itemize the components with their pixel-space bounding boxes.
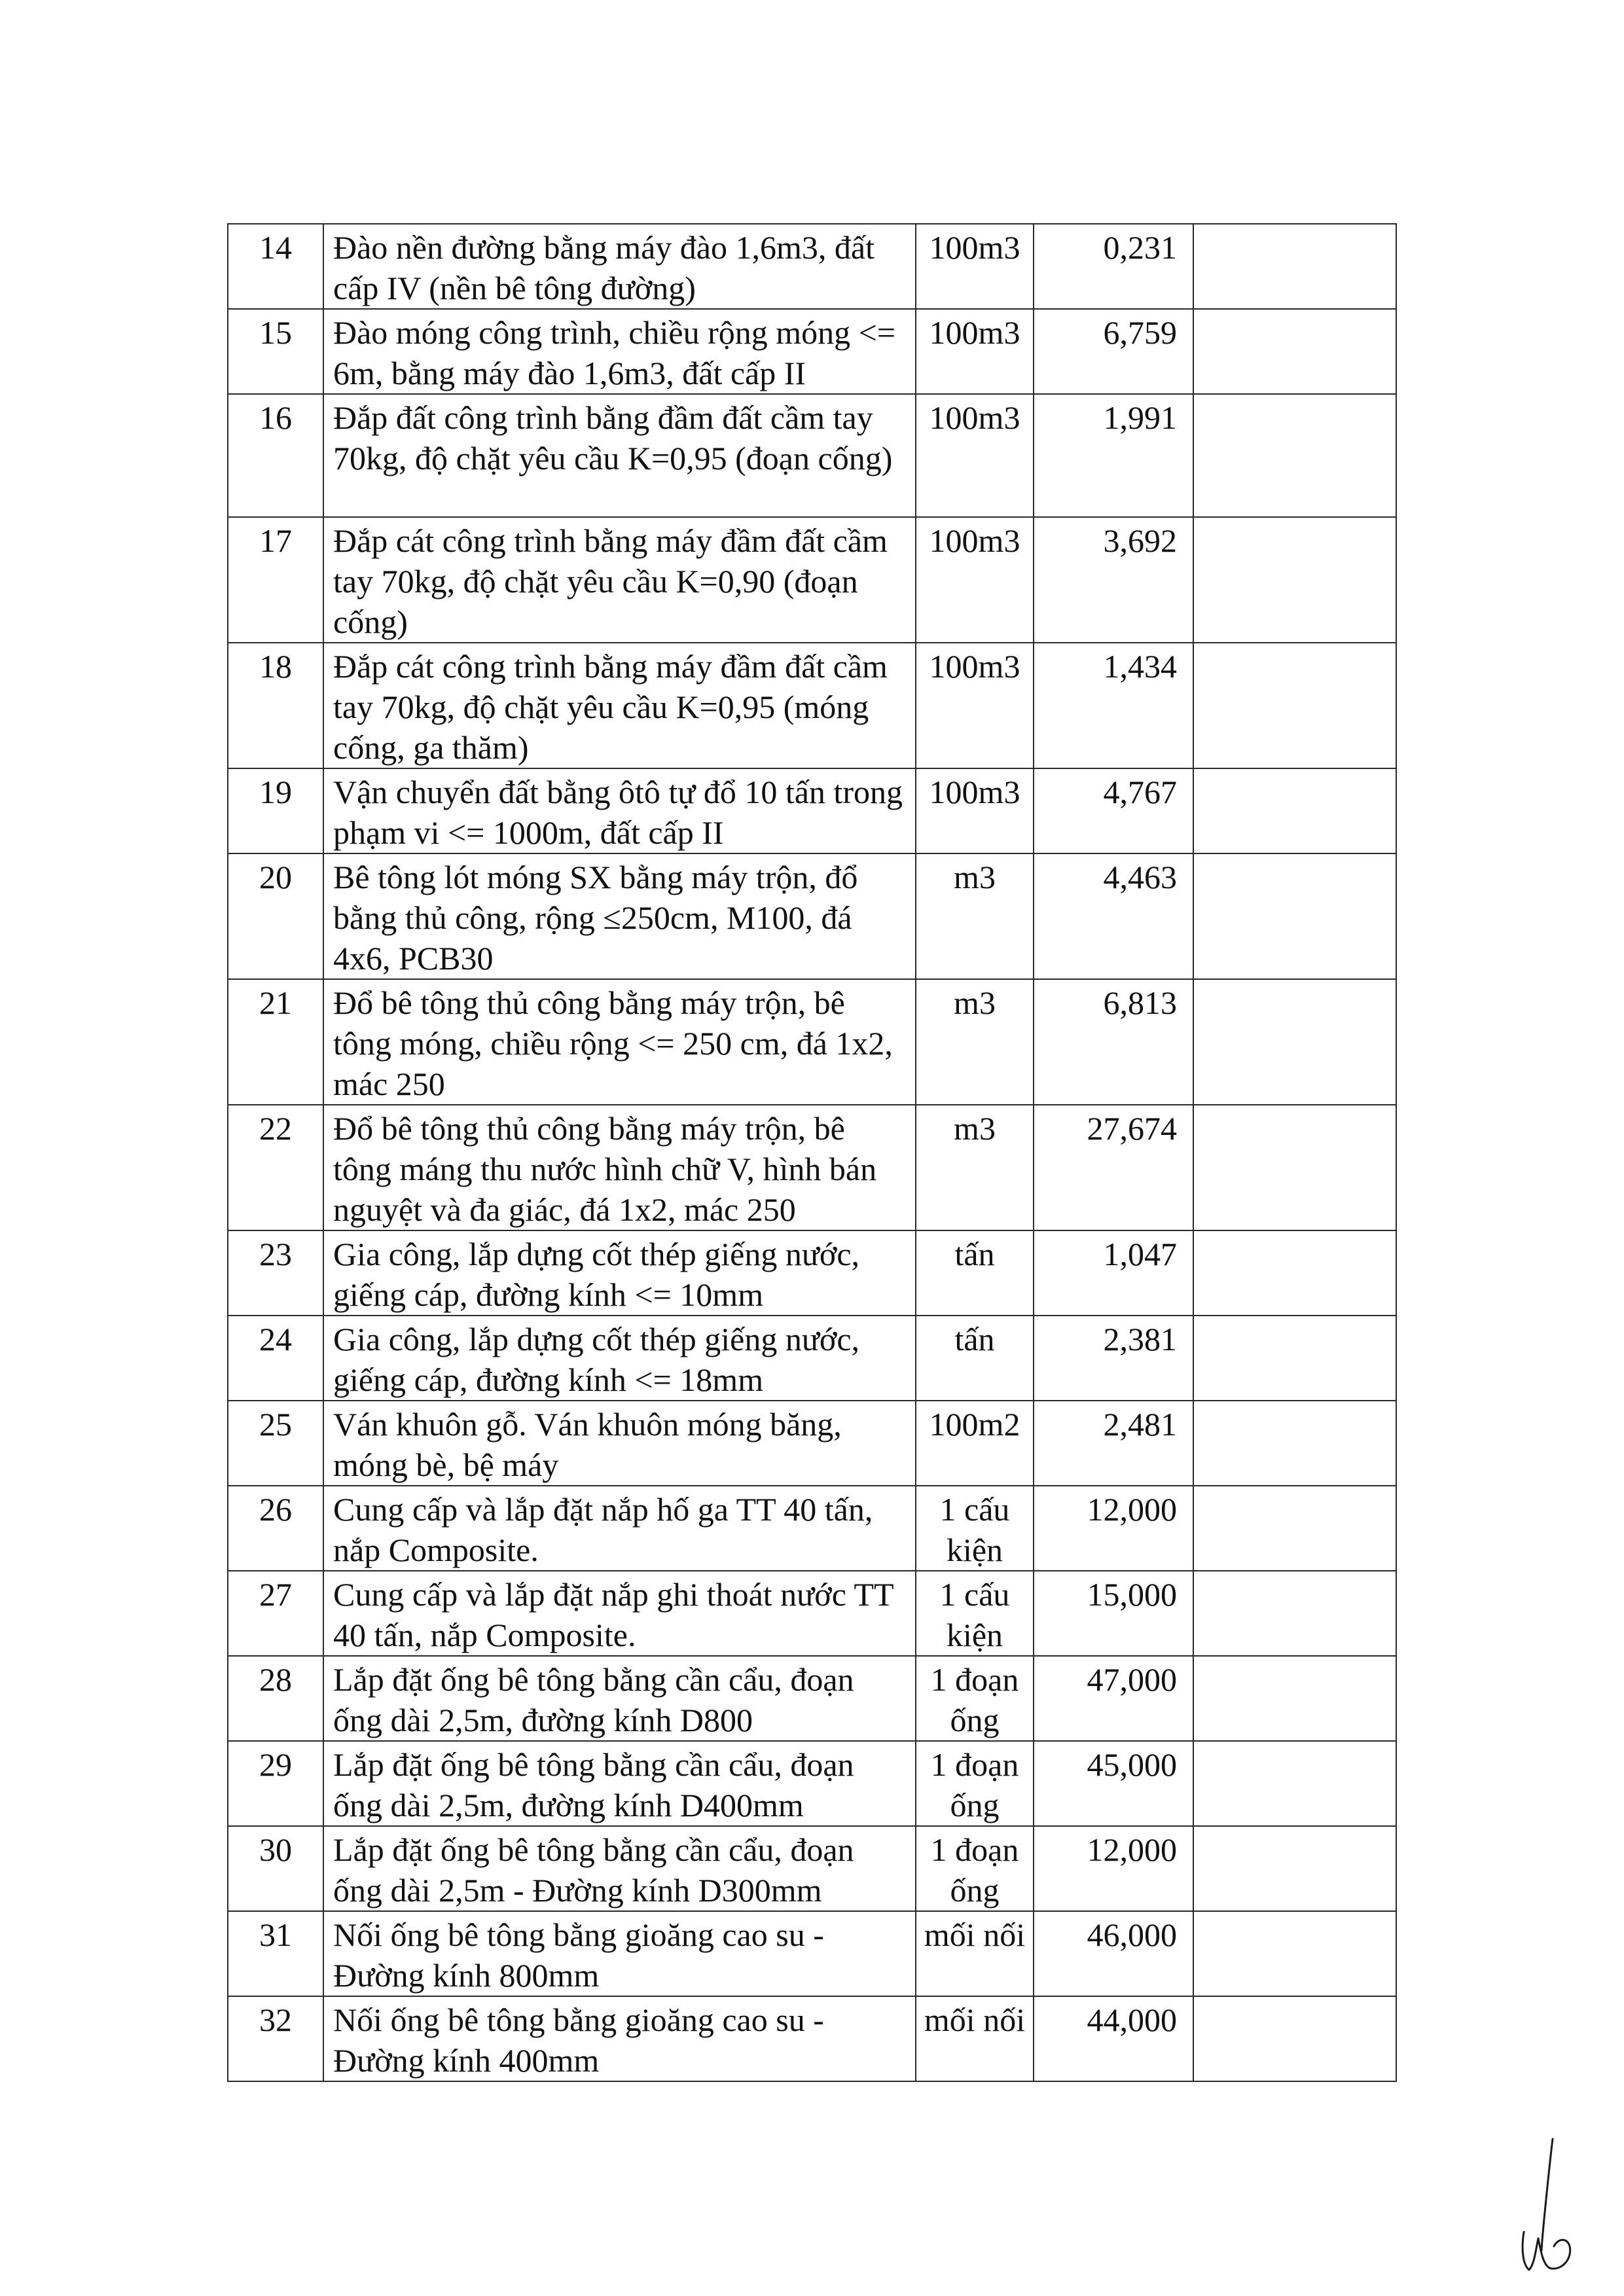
- work-description-cell: Đổ bê tông thủ công bằng máy trộn, bê tông máng thu nước hình chữ V, hình bán nguyệt và đa giác, đá 1x2, mác 250: [323, 1105, 916, 1230]
- handwritten-signature: [1512, 2134, 1591, 2278]
- table-row: [228, 1996, 1396, 2081]
- table-row: [228, 517, 1396, 643]
- work-description-cell: Bê tông lót móng SX bằng máy trộn, đổ bằng thủ công, rộng ≤250cm, M100, đá 4x6, PCB30: [323, 853, 916, 979]
- unit-cell: mối nối: [916, 1911, 1034, 1996]
- note-cell: [1193, 1105, 1396, 1230]
- unit-cell: 100m3: [916, 394, 1034, 517]
- row-number-cell: 26: [228, 1486, 323, 1571]
- quantity-cell: 45,000: [1034, 1741, 1193, 1826]
- quantity-cell: 3,692: [1034, 517, 1193, 643]
- note-cell: [1193, 643, 1396, 768]
- table-row: [228, 979, 1396, 1105]
- work-description-cell: Đắp cát công trình bằng máy đầm đất cầm tay 70kg, độ chặt yêu cầu K=0,95 (móng cống, ga thăm): [323, 643, 916, 768]
- row-number-cell: 27: [228, 1571, 323, 1656]
- quantity-cell: 2,481: [1034, 1401, 1193, 1486]
- row-number-cell: 19: [228, 768, 323, 853]
- row-number-cell: 16: [228, 394, 323, 517]
- quantity-cell: 1,434: [1034, 643, 1193, 768]
- quantity-cell: 2,381: [1034, 1316, 1193, 1401]
- unit-cell: 1 đoạn ống: [916, 1656, 1034, 1741]
- table-row: [228, 1230, 1396, 1316]
- unit-cell: 100m3: [916, 768, 1034, 853]
- work-description-cell: Cung cấp và lắp đặt nắp hố ga TT 40 tấn, nắp Composite.: [323, 1486, 916, 1571]
- note-cell: [1193, 224, 1396, 309]
- note-cell: [1193, 1996, 1396, 2081]
- note-cell: [1193, 1656, 1396, 1741]
- unit-cell: m3: [916, 979, 1034, 1105]
- row-number-cell: 25: [228, 1401, 323, 1486]
- table-row: [228, 1826, 1396, 1911]
- work-description-cell: Gia công, lắp dựng cốt thép giếng nước, giếng cáp, đường kính <= 10mm: [323, 1230, 916, 1316]
- row-number-cell: 14: [228, 224, 323, 309]
- note-cell: [1193, 394, 1396, 517]
- table-row: [228, 1486, 1396, 1571]
- table-row: [228, 1656, 1396, 1741]
- row-number-cell: 28: [228, 1656, 323, 1741]
- unit-cell: mối nối: [916, 1996, 1034, 2081]
- note-cell: [1193, 979, 1396, 1105]
- unit-cell: 100m3: [916, 517, 1034, 643]
- table-row: [228, 768, 1396, 853]
- work-description-cell: Vận chuyển đất bằng ôtô tự đổ 10 tấn trong phạm vi <= 1000m, đất cấp II: [323, 768, 916, 853]
- work-description-cell: Nối ống bê tông bằng gioăng cao su - Đường kính 400mm: [323, 1996, 916, 2081]
- note-cell: [1193, 1741, 1396, 1826]
- table-body: [228, 224, 1396, 2081]
- table-row: [228, 853, 1396, 979]
- work-items-table: [227, 223, 1397, 2082]
- unit-cell: 1 đoạn ống: [916, 1741, 1034, 1826]
- row-number-cell: 31: [228, 1911, 323, 1996]
- note-cell: [1193, 517, 1396, 643]
- row-number-cell: 30: [228, 1826, 323, 1911]
- table-row: [228, 394, 1396, 517]
- unit-cell: 100m3: [916, 643, 1034, 768]
- table-row: [228, 1105, 1396, 1230]
- quantity-cell: 6,759: [1034, 309, 1193, 394]
- row-number-cell: 29: [228, 1741, 323, 1826]
- quantity-cell: 1,991: [1034, 394, 1193, 517]
- table-row: [228, 224, 1396, 309]
- work-description-cell: Ván khuôn gỗ. Ván khuôn móng băng, móng bè, bệ máy: [323, 1401, 916, 1486]
- note-cell: [1193, 1826, 1396, 1911]
- table-row: [228, 1316, 1396, 1401]
- row-number-cell: 32: [228, 1996, 323, 2081]
- row-number-cell: 22: [228, 1105, 323, 1230]
- row-number-cell: 20: [228, 853, 323, 979]
- quantity-cell: 12,000: [1034, 1486, 1193, 1571]
- work-description-cell: Nối ống bê tông bằng gioăng cao su - Đường kính 800mm: [323, 1911, 916, 1996]
- table-row: [228, 643, 1396, 768]
- quantity-cell: 6,813: [1034, 979, 1193, 1105]
- quantity-cell: 44,000: [1034, 1996, 1193, 2081]
- note-cell: [1193, 768, 1396, 853]
- unit-cell: m3: [916, 853, 1034, 979]
- unit-cell: 100m3: [916, 309, 1034, 394]
- row-number-cell: 23: [228, 1230, 323, 1316]
- note-cell: [1193, 1401, 1396, 1486]
- work-description-cell: Đắp cát công trình bằng máy đầm đất cầm tay 70kg, độ chặt yêu cầu K=0,90 (đoạn cống): [323, 517, 916, 643]
- note-cell: [1193, 1316, 1396, 1401]
- note-cell: [1193, 309, 1396, 394]
- unit-cell: m3: [916, 1105, 1034, 1230]
- table-row: [228, 1741, 1396, 1826]
- work-description-cell: Gia công, lắp dựng cốt thép giếng nước, giếng cáp, đường kính <= 18mm: [323, 1316, 916, 1401]
- row-number-cell: 18: [228, 643, 323, 768]
- note-cell: [1193, 1486, 1396, 1571]
- row-number-cell: 21: [228, 979, 323, 1105]
- unit-cell: 100m2: [916, 1401, 1034, 1486]
- work-description-cell: Cung cấp và lắp đặt nắp ghi thoát nước TT 40 tấn, nắp Composite.: [323, 1571, 916, 1656]
- row-number-cell: 15: [228, 309, 323, 394]
- unit-cell: 1 đoạn ống: [916, 1826, 1034, 1911]
- row-number-cell: 24: [228, 1316, 323, 1401]
- table-row: [228, 309, 1396, 394]
- quantity-cell: 15,000: [1034, 1571, 1193, 1656]
- table-row: [228, 1401, 1396, 1486]
- quantity-cell: 47,000: [1034, 1656, 1193, 1741]
- unit-cell: tấn: [916, 1316, 1034, 1401]
- work-description-cell: Đào nền đường bằng máy đào 1,6m3, đất cấp IV (nền bê tông đường): [323, 224, 916, 309]
- work-description-cell: Đổ bê tông thủ công bằng máy trộn, bê tông móng, chiều rộng <= 250 cm, đá 1x2, mác 250: [323, 979, 916, 1105]
- quantity-cell: 1,047: [1034, 1230, 1193, 1316]
- work-description-cell: Lắp đặt ống bê tông bằng cần cẩu, đoạn ống dài 2,5m, đường kính D800: [323, 1656, 916, 1741]
- work-description-cell: Đắp đất công trình bằng đầm đất cầm tay 70kg, độ chặt yêu cầu K=0,95 (đoạn cống): [323, 394, 916, 517]
- note-cell: [1193, 853, 1396, 979]
- unit-cell: 100m3: [916, 224, 1034, 309]
- table-row: [228, 1571, 1396, 1656]
- quantity-cell: 27,674: [1034, 1105, 1193, 1230]
- note-cell: [1193, 1911, 1396, 1996]
- work-description-cell: Đào móng công trình, chiều rộng móng <= 6m, bằng máy đào 1,6m3, đất cấp II: [323, 309, 916, 394]
- signature-stroke: [1523, 2232, 1570, 2270]
- table-row: [228, 1911, 1396, 1996]
- row-number-cell: 17: [228, 517, 323, 643]
- quantity-cell: 0,231: [1034, 224, 1193, 309]
- quantity-cell: 46,000: [1034, 1911, 1193, 1996]
- work-description-cell: Lắp đặt ống bê tông bằng cần cẩu, đoạn ống dài 2,5m, đường kính D400mm: [323, 1741, 916, 1826]
- signature-stroke: [1542, 2139, 1553, 2250]
- quantity-cell: 4,767: [1034, 768, 1193, 853]
- quantity-cell: 12,000: [1034, 1826, 1193, 1911]
- unit-cell: 1 cấu kiện: [916, 1571, 1034, 1656]
- quantity-cell: 4,463: [1034, 853, 1193, 979]
- unit-cell: 1 cấu kiện: [916, 1486, 1034, 1571]
- note-cell: [1193, 1230, 1396, 1316]
- unit-cell: tấn: [916, 1230, 1034, 1316]
- note-cell: [1193, 1571, 1396, 1656]
- work-description-cell: Lắp đặt ống bê tông bằng cần cẩu, đoạn ống dài 2,5m - Đường kính D300mm: [323, 1826, 916, 1911]
